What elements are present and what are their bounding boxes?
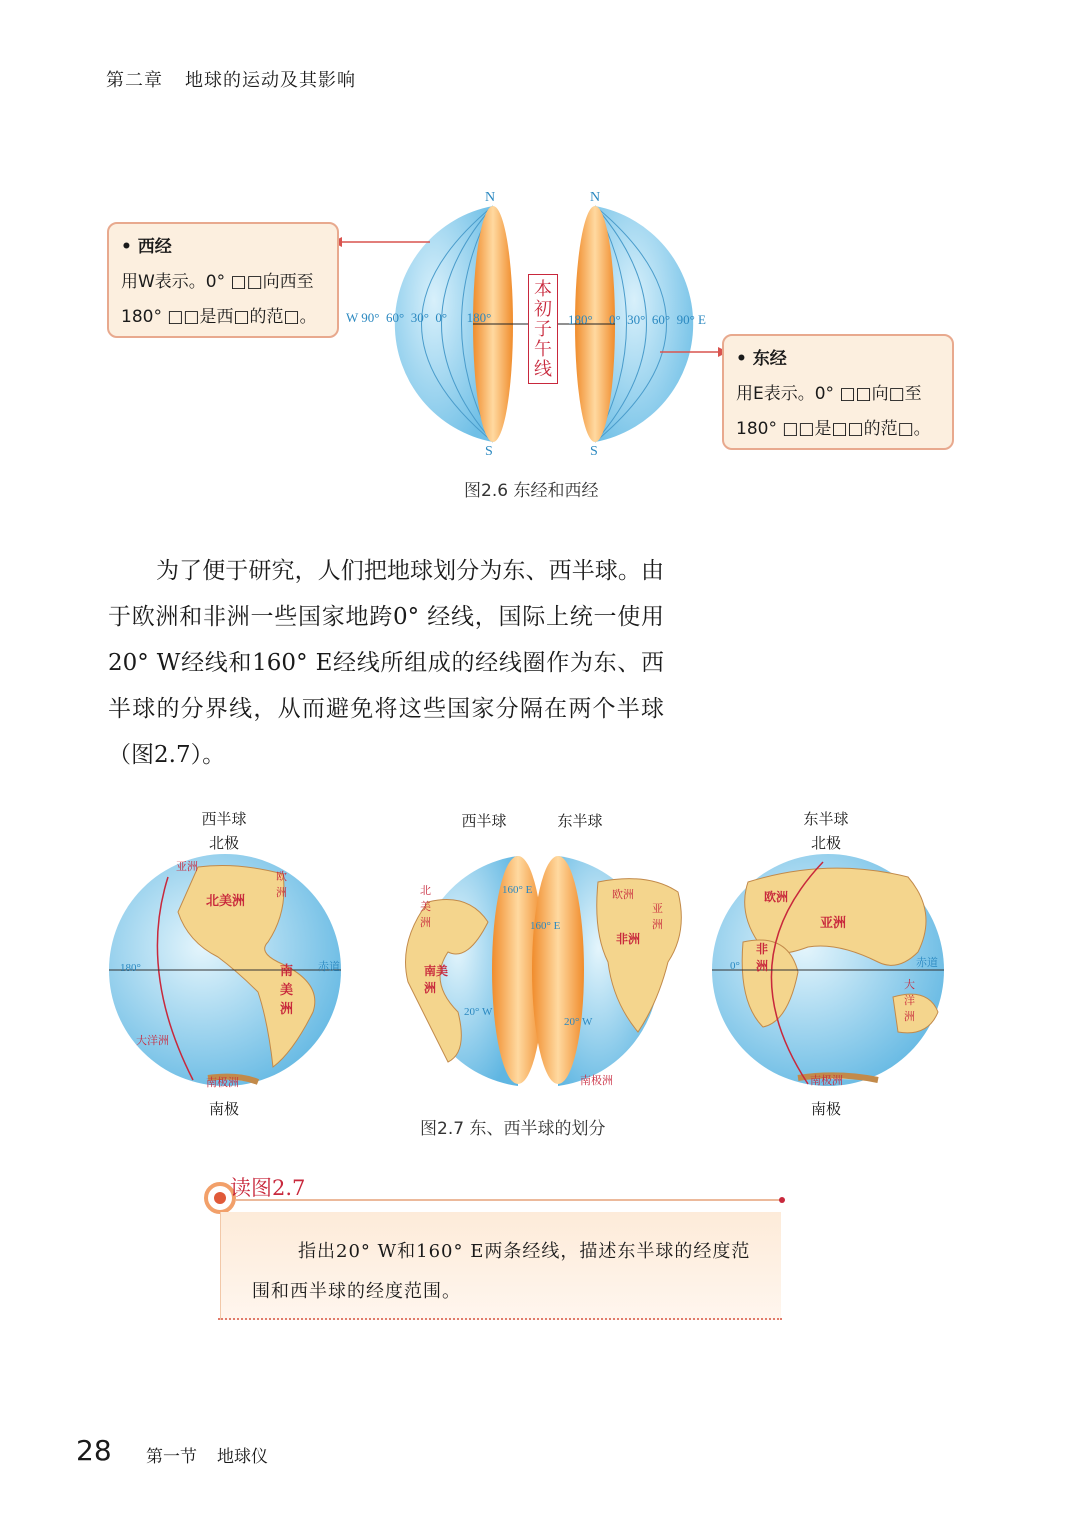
middle-east-title: 东半球 (557, 812, 603, 830)
middle-continent-5: 非洲 (616, 932, 641, 946)
right-continent-1: 欧洲 (764, 890, 789, 904)
middle-east-cut (532, 856, 584, 1084)
body-paragraph: 为了便于研究，人们把地球划分为东、西半球。由于欧洲和非洲一些国家地跨0° 经线，国际上统一使用20° W经线和160° E经线所组成的经线圈作为东、西半球的分界线，从而避免将这些国家分隔在两个半球（图2.7）。 (108, 558, 664, 768)
middle-20w-label-1: 20° W (464, 1006, 493, 1018)
figure-2-7-caption: 图2.7 东、西半球的划分 (420, 1119, 606, 1139)
left-continent-1: 北美洲 (206, 894, 246, 909)
east-callout-title: • 东经 (736, 349, 787, 369)
middle-160e-label-2: 160° E (530, 920, 561, 932)
read-figure-text: 指出20° W和160° E两条经线，描述东半球的经度范围和西半球的经度范围。 (252, 1241, 751, 1302)
right-meridian-label: 0° (730, 960, 740, 972)
left-continent-5: 大洋洲 (136, 1034, 169, 1047)
left-continent-3: 亚洲 (176, 860, 198, 873)
middle-continent-4: 亚洲 (652, 902, 663, 931)
left-continent-4: 欧洲 (276, 870, 287, 899)
east-callout-line1: 用E表示。0° □□向□至 (736, 384, 922, 404)
right-globe-north: 北极 (810, 834, 841, 852)
north-label-west: N (485, 190, 496, 205)
section-title: 地球仪 (217, 1447, 268, 1467)
middle-continent-2: 南美洲 (424, 964, 449, 995)
east-longitude-callout (722, 334, 954, 450)
right-equator-label: 赤道 (916, 956, 938, 969)
page-number: 28 (76, 1434, 112, 1467)
chapter-title: 地球的运动及其影响 (185, 70, 356, 91)
section-number: 第一节 (146, 1447, 197, 1467)
west-callout-line2: 180° □□是西□的范□。 (121, 307, 317, 327)
south-label-east: S (590, 444, 598, 459)
right-globe-south: 南极 (810, 1100, 841, 1118)
left-equator-label: 赤道 (318, 960, 340, 973)
right-globe-title: 东半球 (803, 810, 849, 828)
east-ticks: 180° 0° 30° 60° 90° E (568, 312, 706, 327)
middle-continent-3: 欧洲 (612, 888, 634, 901)
east-callout-line2: 180° □□是□□的范□。 (736, 419, 931, 439)
chapter-number: 第二章 (106, 70, 163, 91)
section-footer (146, 1442, 268, 1467)
west-ticks: W 90° 60° 30° 0° 180° (346, 310, 492, 325)
middle-west-title: 西半球 (461, 812, 507, 830)
left-continent-6: 南极洲 (206, 1076, 239, 1089)
read-box-divider (218, 1318, 782, 1320)
left-meridian-label: 180° (120, 962, 141, 974)
west-callout-line1: 用W表示。0° □□向西至 (121, 272, 314, 292)
right-continent-4: 大洋洲 (904, 978, 915, 1023)
middle-160e-label-1: 160° E (502, 884, 533, 896)
left-globe-south: 南极 (208, 1100, 239, 1118)
west-longitude-callout (107, 222, 339, 338)
right-continent-3: 非洲 (756, 942, 769, 973)
north-label-east: N (590, 190, 601, 205)
middle-continent-6: 南极洲 (580, 1074, 613, 1087)
left-globe-title: 西半球 (201, 810, 247, 828)
middle-20w-label-2: 20° W (564, 1016, 593, 1028)
figure-2-6-caption: 图2.6 东经和西经 (464, 481, 599, 501)
right-continent-2: 亚洲 (820, 916, 847, 931)
right-continent-5: 南极洲 (810, 1074, 843, 1087)
middle-continent-1: 北美洲 (420, 884, 431, 929)
read-figure-title: 读图2.7 (230, 1176, 306, 1200)
left-continent-2: 南美洲 (280, 964, 294, 1017)
left-globe-north: 北极 (208, 834, 239, 852)
south-label-west: S (485, 444, 493, 459)
chapter-header (106, 66, 356, 92)
west-callout-title: • 西经 (121, 237, 172, 257)
prime-meridian-label: 本初子午线 (528, 274, 558, 384)
